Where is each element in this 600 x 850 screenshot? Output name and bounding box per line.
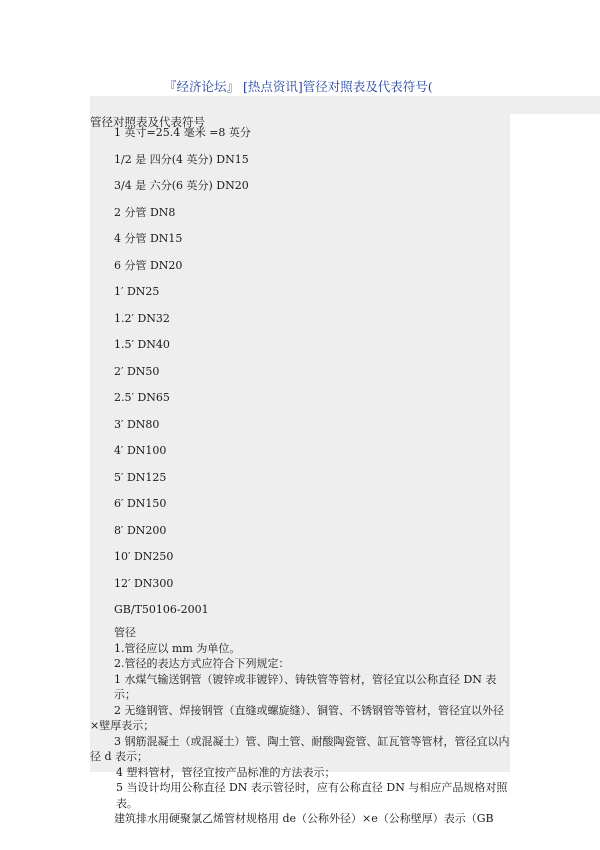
list-item: 5′ DN125: [114, 470, 167, 484]
rule-line: 3 钢筋混凝土（或混凝土）管、陶土管、耐酸陶瓷管、缸瓦管等管材，管径宜以内径 d 表示；: [90, 734, 510, 763]
list-item: 2 分管 DN8: [114, 205, 176, 219]
pipe-diameter-rules: [90, 625, 512, 827]
rule-line: 2 无缝钢管、焊接钢管（直缝或螺旋缝）、铜管、不锈钢管等管材，管径宜以外径×壁厚表示；: [90, 703, 504, 732]
list-item: 4′ DN100: [114, 444, 167, 457]
list-item: 2′ DN50: [114, 364, 160, 378]
rule-line: 4 塑料管材，管径宜按产品标准的方法表示；: [116, 765, 336, 779]
list-item: 6 分管 DN20: [114, 258, 183, 272]
list-item: 1.2′ DN32: [114, 311, 170, 325]
standard-code: GB/T50106-2001: [114, 603, 209, 616]
rule-line: 1.管径应以 mm 为单位。: [114, 641, 241, 655]
list-item: 3′ DN80: [114, 417, 160, 431]
rule-line: 1 水煤气输送钢管（镀锌或非镀锌）、铸铁管等管材，管径宜以公称直径 DN 表示；: [114, 672, 497, 701]
title-bar-background: [90, 96, 600, 114]
rule-line: 2.管径的表达方式应符合下列规定：: [114, 657, 290, 670]
list-item: 8′ DN200: [114, 523, 167, 537]
list-item: 10′ DN250: [114, 550, 174, 563]
section-heading: 管径对照表及代表符号: [90, 115, 205, 129]
rule-line: 建筑排水用硬聚氯乙烯管材规格用 de（公称外径）×e（公称壁厚）表示（GB: [114, 812, 494, 825]
rules-title: 管径: [114, 626, 136, 639]
list-item: 1 英寸=25.4 毫米 =8 英分: [114, 126, 251, 139]
list-item: 4 分管 DN15: [114, 232, 183, 245]
list-item: 1′ DN25: [114, 285, 160, 298]
pipe-size-list: [114, 125, 251, 629]
list-item: 6′ DN150: [114, 497, 167, 510]
list-item: 3/4 是 六分(6 英分) DN20: [114, 179, 249, 192]
list-item: 1/2 是 四分(4 英分) DN15: [114, 152, 249, 166]
rule-line: 5 当设计均用公称直径 DN 表示管径时，应有公称直径 DN 与相应产品规格对照表。: [116, 781, 508, 810]
list-item: 12′ DN300: [114, 576, 174, 590]
list-item: 1.5′ DN40: [114, 338, 170, 351]
article-title[interactable]: 『经济论坛』 [热点资讯]管径对照表及代表符号(: [164, 79, 433, 94]
list-item: 2.5′ DN65: [114, 391, 170, 404]
